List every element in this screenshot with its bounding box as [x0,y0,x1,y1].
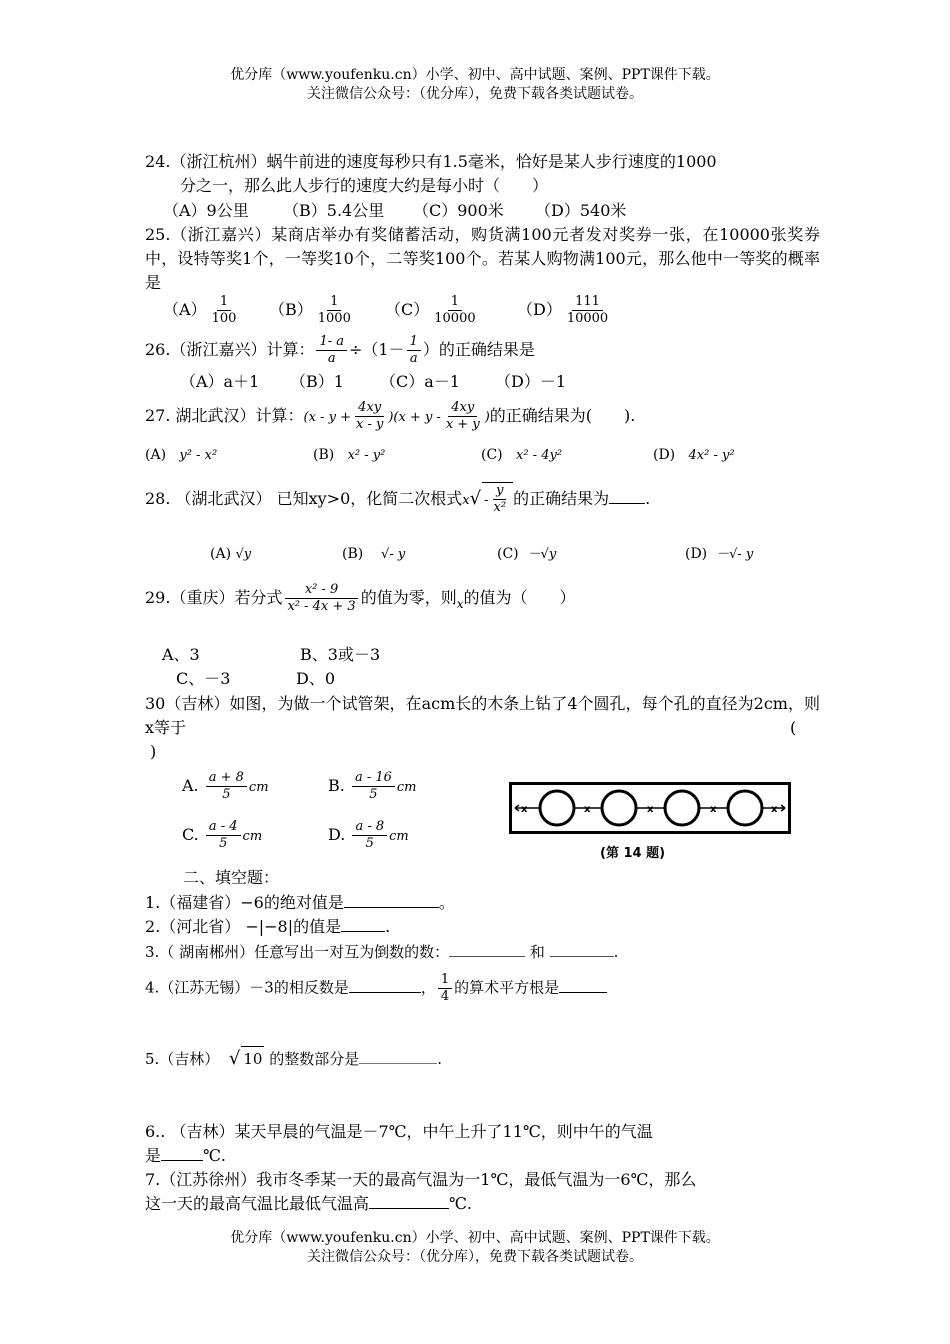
rack-diagram [509,782,791,834]
q28-option-d: (D) －√- y [685,546,754,562]
q29-option-d: D、0 [296,669,336,688]
q29-question: 29.（重庆）若分式 $\frac{\text{x² - 9}}{\text{x² - 4x + 3}}$ 的值为零，则$_x$的值为（ ） [145,582,576,614]
header-line-2: 关注微信公众号：（优分库），免费下载各类试题试卷。 [307,86,643,102]
q30-option-c: C. $\frac{a - 4}{5}$ cm [182,819,263,851]
hole-3 [665,791,699,825]
q25-option-a: （A） $\frac{1}{100}$ [163,294,237,326]
q28-option-b: (B) √- y [342,546,406,562]
q26-options [180,370,855,394]
q30-paren-close: ) [150,742,157,761]
figure-caption: (第 14 题) [600,846,666,861]
q24-option-d: （D）540米 [535,201,627,220]
q28-question: 28. （湖北武汉） 已知xy>0，化简二次根式x√ - $\frac{y}{\text{x²}}$ 的正确结果为 . [145,483,651,515]
q26-option-d: （D）－1 [495,372,567,391]
q30-option-d: D. $\frac{a - 8}{5}$ cm [328,819,409,851]
q26-option-c: （C）a－1 [380,372,460,391]
q28-radical: - $\frac{y}{\text{x²}}$ [482,482,513,516]
hole-1 [540,791,574,825]
hole-4 [728,791,762,825]
gap-label-3: x [647,804,654,815]
gap-label-1: x [521,804,528,815]
fill-3: 3.（ 湖南郴州）任意写出一对互为倒数的数： 和 . [145,943,619,961]
q29-options-row-1 [162,643,837,667]
q29-option-a: A、3 [162,645,200,664]
q24-options [163,199,838,223]
q26-option-b: （B）1 [290,372,344,391]
fill-5: 5.（吉林） √ 10 的整数部分是 . [145,1048,443,1069]
fill-6-line-2: 是 ℃. [145,1146,226,1165]
gap-label-4: x [710,804,717,815]
q24-line-2: 分之一，那么此人步行的速度大约是每小时（ ） [180,176,549,195]
gap-label-2: x [584,804,591,815]
q24-option-a: （A）9公里 [163,201,249,220]
q25-option-d: （D） $\frac{111}{10000}$ [517,294,609,326]
gap-label-5: x [771,804,778,815]
q30-paren-open: ( [790,718,797,737]
q25-text: 25.（浙江嘉兴）某商店举办有奖储蓄活动，购货满100元者发对奖券一张，在10000张奖券中，设特等奖1个，一等奖10个，二等奖100个。若某人购物满100元，那么他中一等奖的概率是 [145,225,820,292]
q24-option-b: （B）5.4公里 [283,201,385,220]
q27-option-d: (D) 4x² - y² [653,447,735,463]
fill-2: 2.（河北省） −|−8|的值是 . [145,917,391,936]
q26-option-a: （A）a＋1 [180,372,260,391]
fill-1: 1.（福建省）−6的绝对值是 。 [145,893,455,912]
q30-option-b: B. $\frac{a - 16}{5}$ cm [328,770,417,802]
q24-option-c: （C）900米 [413,201,504,220]
q27-option-c: (C) x² - 4y² [481,447,563,463]
header-line-1: 优分库（www.youfenku.cn）小学、初中、高中试题、案例、PPT课件下载。 [230,67,720,83]
footer-line-1: 优分库（www.youfenku.cn）小学、初中、高中试题、案例、PPT课件下载。 [230,1230,720,1246]
q26-question: 26.（浙江嘉兴）计算： $\frac{1- a}{a}$ ÷（1－ $\frac{1}{a}$ ）的正确结果是 [145,334,535,366]
q28-option-a: (A) √y [210,546,252,562]
q30-option-a: A. $\frac{a + 8}{5}$ cm [182,770,269,802]
fill-7-line-1: 7.（江苏徐州）我市冬季某一天的最高气温为一1℃，最低气温为一6℃，那么 [145,1170,697,1189]
q27-question: 27. 湖北武汉）计算：(x - y + $\frac{4xy}{x - y}$ )(x + y - $\frac{4xy}{x + y}$ )的正确结果为( ). [145,400,636,432]
fill-4: 4.（江苏无锡）－3的相反数是 ， $\frac{1}{4}$ 的算术平方根是 [145,972,820,1005]
q25-options [163,294,838,327]
section-2-title: 二、填空题： [183,868,280,887]
q28-options [210,542,885,567]
q30-options [182,770,482,865]
q30-text: 30（吉林）如图，为做一个试管架，在acm长的木条上钻了4个圆孔，每个孔的直径为2cm，则x等于 [145,694,820,737]
fill-6-line-1: 6.. （吉林）某天早晨的气温是－7℃，中午上升了11℃，则中午的气温 [145,1122,653,1141]
page-header [0,66,950,104]
test-tube-rack-figure [509,782,791,834]
hole-2 [602,791,636,825]
footer-line-2: 关注微信公众号：（优分库），免费下载各类试题试卷。 [307,1249,643,1265]
q25-option-c: （C） $\frac{1}{10000}$ [385,294,476,326]
q29-option-b: B、3或－3 [300,645,381,664]
q29-option-c: C、－3 [176,669,231,688]
q27-option-a: (A) y² - x² [145,447,218,463]
q29-options-row-2 [176,667,851,691]
q27-options [145,443,820,468]
q28-option-c: (C) －√y [497,546,557,562]
q27-option-b: (B) x² - y² [313,447,386,463]
q25-option-b: （B） $\frac{1}{1000}$ [269,294,351,326]
fill-7-line-2: 这一天的最高气温比最低气温高 ℃. [145,1194,472,1213]
page-footer [0,1229,950,1267]
q24-line-1: 24.（浙江杭州）蜗牛前进的速度每秒只有1.5毫米，恰好是某人步行速度的1000 [145,152,717,171]
